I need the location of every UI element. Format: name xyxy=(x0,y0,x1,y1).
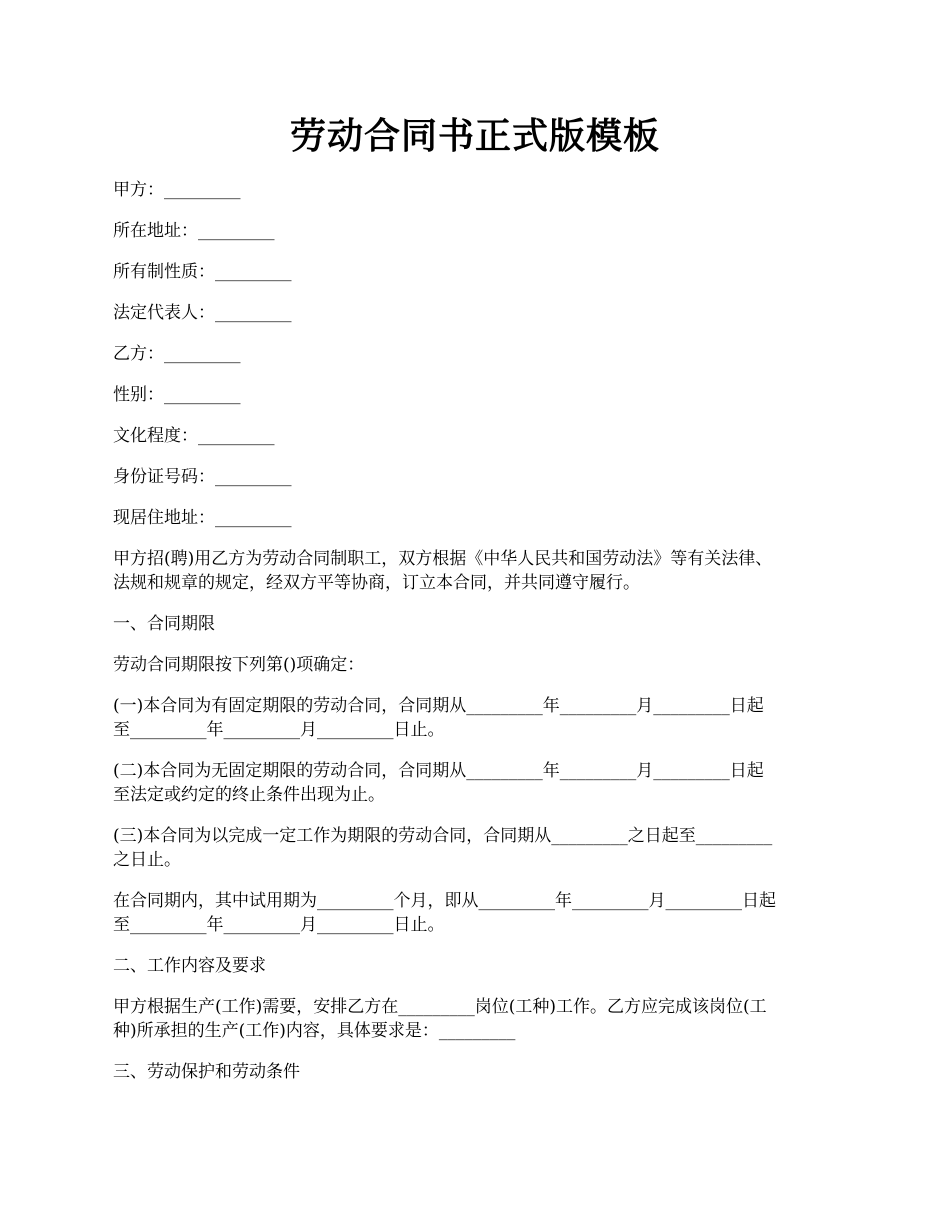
item3-line: 之日止。 xyxy=(113,850,181,870)
item2-line: (二)本合同为无固定期限的劳动合同，合同期从_________年_________月_________日起 xyxy=(113,761,764,781)
field-current-address: 现居住地址：_________ xyxy=(113,508,292,528)
intro-line: 甲方招(聘)用乙方为劳动合同制职工，双方根据《中华人民共和国劳动法》等有关法律、 xyxy=(113,549,773,569)
field-gender: 性别：_________ xyxy=(113,385,241,405)
field-legal-representative: 法定代表人：_________ xyxy=(113,303,292,323)
field-education: 文化程度：_________ xyxy=(113,426,275,446)
probation-line: 在合同期内，其中试用期为_________个月，即从_________年_________月_________日起 xyxy=(113,891,776,911)
section2-body xyxy=(113,995,843,1043)
section1-probation xyxy=(113,889,843,937)
item2-line: 至法定或约定的终止条件出现为止。 xyxy=(113,785,385,805)
field-id-number: 身份证号码：_________ xyxy=(113,467,292,487)
section1-lead: 劳动合同期限按下列第()项确定： xyxy=(113,655,365,675)
item1-line: (一)本合同为有固定期限的劳动合同，合同期从_________年_________月_________日起 xyxy=(113,696,764,716)
item3-line: (三)本合同为以完成一定工作为期限的劳动合同，合同期从_________之日起至_________ xyxy=(113,826,773,846)
field-address: 所在地址：_________ xyxy=(113,221,275,241)
field-party-b: 乙方：_________ xyxy=(113,344,241,364)
intro-paragraph xyxy=(113,547,843,595)
document-body xyxy=(113,178,843,1101)
section1-heading: 一、合同期限 xyxy=(113,614,215,634)
field-party-a: 甲方：_________ xyxy=(113,180,241,200)
section3-heading: 三、劳动保护和劳动条件 xyxy=(113,1062,300,1082)
section2-line: 甲方根据生产(工作)需要，安排乙方在_________岗位(工种)工作。乙方应完成该岗位(工 xyxy=(113,997,767,1017)
section1-item2 xyxy=(113,759,843,807)
document-title: 劳动合同书正式版模板 xyxy=(289,115,660,157)
item1-line: 至_________年_________月_________日止。 xyxy=(113,720,445,740)
field-ownership: 所有制性质：_________ xyxy=(113,262,292,282)
section1-item3 xyxy=(113,824,843,872)
probation-line: 至_________年_________月_________日止。 xyxy=(113,915,445,935)
section1-item1 xyxy=(113,694,843,742)
section2-line: 种)所承担的生产(工作)内容，具体要求是：_________ xyxy=(113,1021,516,1041)
intro-line: 法规和规章的规定，经双方平等协商，订立本合同，并共同遵守履行。 xyxy=(113,573,640,593)
section2-heading: 二、工作内容及要求 xyxy=(113,956,266,976)
